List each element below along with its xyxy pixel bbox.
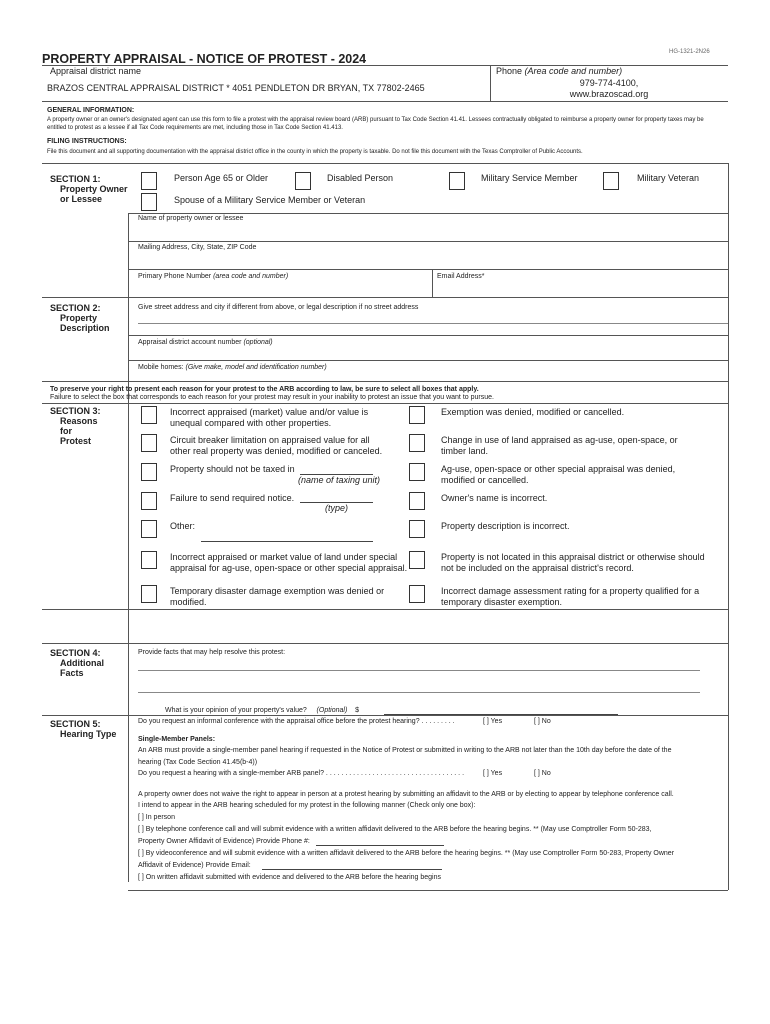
reason-disaster-exemption-checkbox[interactable] (141, 585, 157, 603)
reason-market-value-checkbox[interactable] (141, 406, 157, 424)
mailing-address-field[interactable]: Mailing Address, City, State, ZIP Code (138, 244, 257, 251)
reason-disaster-exemption-label: Temporary disaster damage exemption was denied or modified. (170, 586, 385, 607)
reason-notice-label: Failure to send required notice. (170, 493, 295, 503)
reason-owner-name-label: Owner's name is incorrect. (441, 493, 548, 503)
mobile-home-field[interactable]: Mobile homes: (Give make, model and identification number) (138, 364, 327, 371)
waive-text: A property owner does not waive the right to appear in person at a protest hearing by submitting an affidavit to the ARB or by electing to appear by telephone conference call. (138, 791, 674, 798)
telephone-affidavit-text: Property Owner Affidavit of Evidence) Provide Phone #: (138, 838, 310, 845)
age65-checkbox[interactable] (141, 172, 157, 190)
reason-market-value-label: Incorrect appraised (market) value and/or value is unequal compared with other properties. (170, 407, 369, 428)
form-code: HG-1321-2N26 (669, 49, 710, 55)
filing-heading: FILING INSTRUCTIONS: (47, 138, 127, 145)
informal-yes-option[interactable]: [ ] Yes (483, 718, 503, 725)
telephone-number-input[interactable] (316, 845, 444, 846)
reason-change-use-label: Change in use of land appraised as ag-use, open-space, or timber land. (441, 435, 678, 456)
reason-notice-checkbox[interactable] (141, 492, 157, 510)
reason-not-taxed-label: Property should not be taxed in (170, 464, 295, 474)
appear-in-person-option[interactable]: [ ] In person (138, 814, 175, 821)
street-address-field[interactable]: Give street address and city if different from above, or legal description if no street address (138, 304, 419, 311)
section1-label: SECTION 1: Property Owner or Lessee (50, 174, 128, 204)
form-title: PROPERTY APPRAISAL - NOTICE OF PROTEST - 2024 (42, 52, 367, 66)
appear-telephone-option[interactable]: [ ] By telephone conference call and will submit evidence with a written affidavit delivered to the ARB before the hearing begins. ** (May use Comptroller Form 50-283, (138, 826, 652, 833)
age65-label: Person Age 65 or Older (174, 173, 269, 183)
district-label: Appraisal district name (50, 66, 142, 76)
section4-label: SECTION 4: Additional Facts (50, 648, 104, 678)
general-text: A property owner or an owner's designated agent can use this form to file a protest with the appraisal review board (ARB) pursuant to Tax Code Section 41.41. Lessees contractually obligated to reimburse a property owner for property taxes may be entitled to protest as a lessee if all Tax Code requirements are met, including those in Tax Code Section 41.413. (47, 117, 704, 131)
account-number-field[interactable]: Appraisal district account number (optional) (138, 339, 273, 346)
military-veteran-checkbox[interactable] (603, 172, 619, 190)
informal-no-option[interactable]: [ ] No (534, 718, 551, 725)
reason-exemption-checkbox[interactable] (409, 406, 425, 424)
reason-not-located-checkbox[interactable] (409, 551, 425, 569)
reason-damage-rating-checkbox[interactable] (409, 585, 425, 603)
reason-ag-land-label: Incorrect appraised or market value of land under special appraisal for ag-use, open-space or other special appraisal. (170, 552, 408, 573)
facts-prompt: Provide facts that may help resolve this protest: (138, 649, 286, 656)
informal-conference-question: Do you request an informal conference with the appraisal office before the protest hearing? . . . . . . . . . (138, 718, 455, 725)
reason-ag-denied-label: Ag-use, open-space or other special appraisal was denied, modified or cancelled. (441, 464, 676, 485)
district-value[interactable]: BRAZOS CENTRAL APPRAISAL DISTRICT * 4051 PENDLETON DR BRYAN, TX 77802-2465 (47, 83, 425, 93)
military-member-label: Military Service Member (481, 173, 578, 183)
notice-bold: To preserve your right to present each reason for your protest to the ARB according to law, be sure to select all boxes that apply. (50, 386, 479, 393)
spouse-label: Spouse of a Military Service Member or Veteran (174, 195, 366, 205)
reason-ag-land-checkbox[interactable] (141, 551, 157, 569)
phone-label: Phone (Area code and number) (496, 66, 623, 76)
facts-line-2[interactable] (138, 692, 700, 693)
reason-description-label: Property description is incorrect. (441, 521, 570, 531)
single-member-no-option[interactable]: [ ] No (534, 770, 551, 777)
reason-other-label: Other: (170, 521, 196, 531)
appear-manner-text: I intend to appear in the ARB hearing scheduled for my protest in the following manner (Check only one box): (138, 802, 476, 809)
general-heading: GENERAL INFORMATION: (47, 107, 135, 114)
spouse-checkbox[interactable] (141, 193, 157, 211)
reason-not-located-label: Property is not located in this appraisal district or otherwise should not be included on the appraisal district's record. (441, 552, 705, 573)
reason-damage-rating-label: Incorrect damage assessment rating for a property qualified for a temporary disaster exemption. (441, 586, 700, 607)
single-member-text: An ARB must provide a single-member panel hearing if requested in the Notice of Protest or submitted in writing to the ARB not later than the 10th day before the date of the (138, 747, 672, 754)
email-input[interactable] (262, 869, 442, 870)
phone-value[interactable]: 979-774-4100, (579, 78, 639, 88)
disabled-checkbox[interactable] (295, 172, 311, 190)
reason-circuit-breaker-checkbox[interactable] (141, 434, 157, 452)
reason-ag-denied-checkbox[interactable] (409, 463, 425, 481)
taxing-unit-note: (name of taxing unit) (297, 475, 381, 485)
owner-name-field[interactable]: Name of property owner or lessee (138, 215, 244, 222)
appear-video-option[interactable]: [ ] By videoconference and will submit evidence with a written affidavit delivered to the ARB before the hearing begins. ** (May use Comptroller Form 50-283, Property Owner (138, 850, 675, 857)
single-member-heading: Single-Member Panels: (138, 736, 216, 743)
single-member-text-2: hearing (Tax Code Section 41.45(b-4)) (138, 759, 258, 766)
section3-label: SECTION 3: Reasons for Protest (50, 406, 101, 446)
single-member-yes-option[interactable]: [ ] Yes (483, 770, 503, 777)
section5-label: SECTION 5: Hearing Type (50, 719, 117, 739)
filing-text: File this document and all supporting documentation with the appraisal district office in the county in which the property is taxable. Do not file this document with the Texas Comptroller of Public Accounts. (47, 149, 583, 155)
phone-field[interactable]: Primary Phone Number (area code and number) (138, 273, 289, 280)
reason-change-use-checkbox[interactable] (409, 434, 425, 452)
reason-circuit-breaker-label: Circuit breaker limitation on appraised value for all other real property was denied, modified or canceled. (170, 435, 383, 456)
notice-type-note: (type) (324, 503, 348, 513)
reason-exemption-label: Exemption was denied, modified or cancelled. (441, 407, 625, 417)
notice-text: Failure to select the box that corresponds to each reason for your protest may result in your inability to protest an issue that you want to pursue. (50, 394, 494, 401)
military-veteran-label: Military Veteran (637, 173, 700, 183)
reason-description-checkbox[interactable] (409, 520, 425, 538)
military-member-checkbox[interactable] (449, 172, 465, 190)
email-field[interactable]: Email Address* (437, 273, 485, 280)
reason-not-taxed-checkbox[interactable] (141, 463, 157, 481)
website: www.brazoscad.org (569, 89, 649, 99)
section2-label: SECTION 2: Property Description (50, 303, 110, 333)
video-affidavit-text: Affidavit of Evidence) Provide Email: (138, 862, 251, 869)
single-member-question: Do you request a hearing with a single-member ARB panel? . . . . . . . . . . . . . . . . . . . . . . . . . . . . . . . . . . . . (138, 770, 465, 777)
opinion-label: What is your opinion of your property's value? (Optional) $ (165, 707, 359, 714)
reason-other-checkbox[interactable] (141, 520, 157, 538)
reason-owner-name-checkbox[interactable] (409, 492, 425, 510)
facts-line-1[interactable] (138, 670, 700, 671)
appear-affidavit-option[interactable]: [ ] On written affidavit submitted with evidence and delivered to the ARB before the hearing begins (138, 874, 441, 881)
disabled-label: Disabled Person (327, 173, 394, 183)
